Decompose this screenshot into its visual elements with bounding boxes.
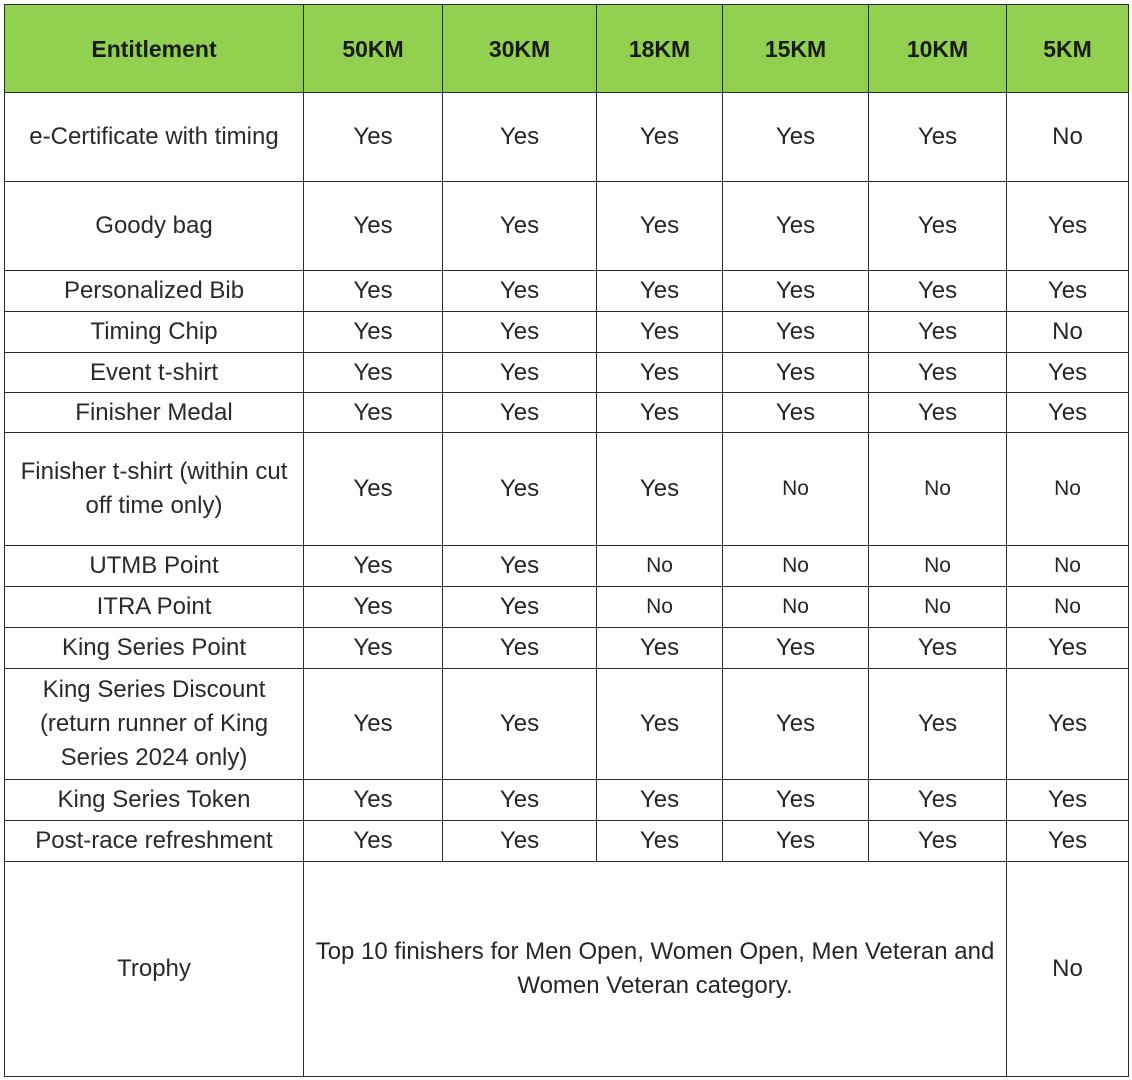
row-label: King Series Token [5, 780, 304, 821]
cell-10km: Yes [869, 780, 1007, 821]
row-label: Post-race refreshment [5, 821, 304, 862]
cell-50km: Yes [304, 271, 443, 312]
cell-30km: Yes [443, 271, 597, 312]
table-row [5, 271, 1129, 312]
header-15km: 15KM [723, 5, 869, 93]
cell-5km: Yes [1007, 271, 1129, 312]
cell-18km: Yes [597, 433, 723, 546]
cell-30km: Yes [443, 587, 597, 628]
row-label: Timing Chip [5, 312, 304, 353]
header-50km: 50KM [304, 5, 443, 93]
cell-5km: Yes [1007, 628, 1129, 669]
cell-50km: Yes [304, 353, 443, 393]
table-row [5, 433, 1129, 546]
header-18km: 18KM [597, 5, 723, 93]
row-label: e-Certificate with timing [5, 93, 304, 182]
row-label: King Series Point [5, 628, 304, 669]
cell-18km: Yes [597, 353, 723, 393]
table-row [5, 780, 1129, 821]
row-label: Trophy [5, 862, 304, 1077]
cell-5km: No [1007, 312, 1129, 353]
cell-5km: No [1007, 433, 1129, 546]
cell-10km: Yes [869, 393, 1007, 433]
trophy-description: Top 10 finishers for Men Open, Women Open, Men Veteran and Women Veteran category. [304, 862, 1007, 1077]
cell-50km: Yes [304, 821, 443, 862]
cell-18km: No [597, 546, 723, 587]
cell-18km: Yes [597, 628, 723, 669]
cell-18km: Yes [597, 271, 723, 312]
row-label: Finisher Medal [5, 393, 304, 433]
table-row [5, 669, 1129, 780]
cell-30km: Yes [443, 546, 597, 587]
cell-30km: Yes [443, 433, 597, 546]
cell-10km: No [869, 433, 1007, 546]
header-5km: 5KM [1007, 5, 1129, 93]
table-row [5, 393, 1129, 433]
cell-10km: No [869, 587, 1007, 628]
header-30km: 30KM [443, 5, 597, 93]
row-label: Personalized Bib [5, 271, 304, 312]
cell-18km: No [597, 587, 723, 628]
cell-50km: Yes [304, 628, 443, 669]
cell-15km: No [723, 587, 869, 628]
cell-18km: Yes [597, 669, 723, 780]
cell-10km: Yes [869, 353, 1007, 393]
cell-18km: Yes [597, 393, 723, 433]
table-row [5, 628, 1129, 669]
cell-5km: No [1007, 587, 1129, 628]
cell-50km: Yes [304, 393, 443, 433]
header-entitlement: Entitlement [5, 5, 304, 93]
cell-5km: Yes [1007, 182, 1129, 271]
row-label: ITRA Point [5, 587, 304, 628]
cell-5km: No [1007, 546, 1129, 587]
cell-30km: Yes [443, 780, 597, 821]
cell-50km: Yes [304, 93, 443, 182]
cell-15km: Yes [723, 393, 869, 433]
cell-10km: Yes [869, 628, 1007, 669]
cell-18km: Yes [597, 821, 723, 862]
cell-5km: Yes [1007, 393, 1129, 433]
cell-30km: Yes [443, 182, 597, 271]
cell-50km: Yes [304, 669, 443, 780]
table-row [5, 353, 1129, 393]
row-label: King Series Discount (return runner of King Series 2024 only) [5, 669, 304, 780]
cell-30km: Yes [443, 93, 597, 182]
cell-15km: No [723, 433, 869, 546]
table-row [5, 546, 1129, 587]
cell-15km: No [723, 546, 869, 587]
cell-50km: Yes [304, 587, 443, 628]
cell-15km: Yes [723, 628, 869, 669]
cell-5km: No [1007, 93, 1129, 182]
cell-15km: Yes [723, 93, 869, 182]
cell-5km: Yes [1007, 353, 1129, 393]
cell-50km: Yes [304, 182, 443, 271]
cell-5km: Yes [1007, 669, 1129, 780]
cell-50km: Yes [304, 546, 443, 587]
entitlement-table [4, 4, 1129, 1077]
table-row [5, 312, 1129, 353]
table-row [5, 93, 1129, 182]
row-label: UTMB Point [5, 546, 304, 587]
cell-15km: Yes [723, 669, 869, 780]
row-label: Goody bag [5, 182, 304, 271]
cell-15km: Yes [723, 182, 869, 271]
cell-5km: Yes [1007, 780, 1129, 821]
cell-10km: Yes [869, 669, 1007, 780]
header-row [5, 5, 1129, 93]
trophy-row [5, 862, 1129, 1077]
cell-10km: Yes [869, 93, 1007, 182]
header-10km: 10KM [869, 5, 1007, 93]
cell-30km: Yes [443, 393, 597, 433]
cell-50km: Yes [304, 433, 443, 546]
cell-18km: Yes [597, 182, 723, 271]
table-row [5, 182, 1129, 271]
table-row [5, 821, 1129, 862]
row-label: Event t-shirt [5, 353, 304, 393]
cell-30km: Yes [443, 628, 597, 669]
cell-10km: Yes [869, 182, 1007, 271]
cell-30km: Yes [443, 353, 597, 393]
cell-5km: No [1007, 862, 1129, 1077]
cell-10km: Yes [869, 821, 1007, 862]
row-label: Finisher t-shirt (within cut off time only) [5, 433, 304, 546]
cell-10km: Yes [869, 312, 1007, 353]
cell-18km: Yes [597, 312, 723, 353]
cell-18km: Yes [597, 93, 723, 182]
cell-10km: No [869, 546, 1007, 587]
cell-30km: Yes [443, 821, 597, 862]
cell-5km: Yes [1007, 821, 1129, 862]
cell-15km: Yes [723, 271, 869, 312]
table-row [5, 587, 1129, 628]
cell-10km: Yes [869, 271, 1007, 312]
cell-15km: Yes [723, 312, 869, 353]
cell-15km: Yes [723, 780, 869, 821]
cell-30km: Yes [443, 312, 597, 353]
cell-30km: Yes [443, 669, 597, 780]
cell-15km: Yes [723, 821, 869, 862]
cell-50km: Yes [304, 780, 443, 821]
cell-50km: Yes [304, 312, 443, 353]
cell-18km: Yes [597, 780, 723, 821]
cell-15km: Yes [723, 353, 869, 393]
